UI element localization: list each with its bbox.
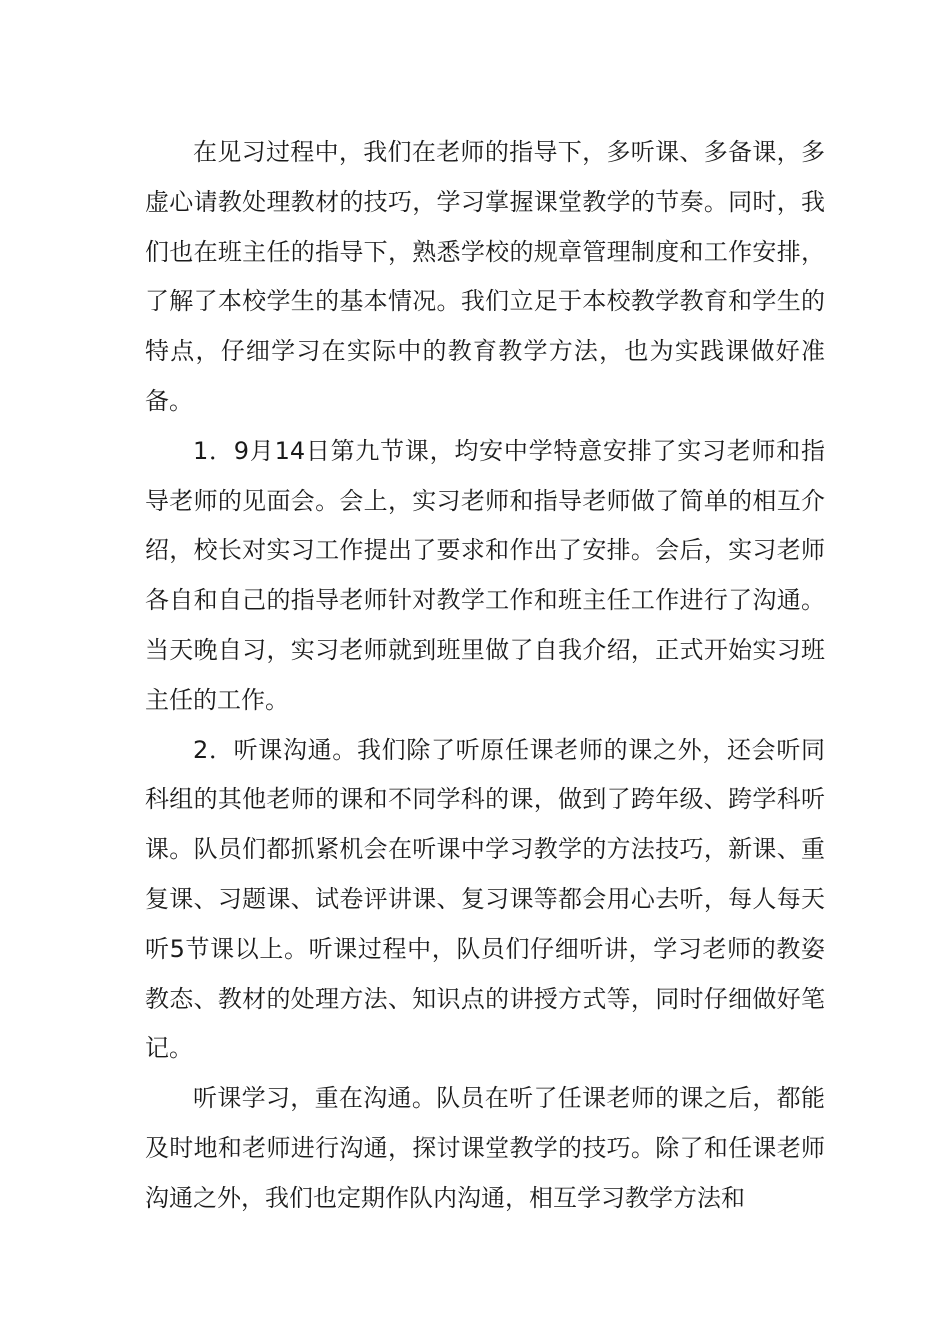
paragraph-communication: 听课学习，重在沟通。队员在听了任课老师的课之后，都能及时地和老师进行沟通，探讨课堂教学的技巧。除了和任课老师沟通之外，我们也定期作队内沟通，相互学习教学方法和: [145, 1084, 825, 1212]
paragraph-observation: 在见习过程中，我们在老师的指导下，多听课、多备课，多虚心请教处理教材的技巧，学习掌握课堂教学的节奏。同时，我们也在班主任的指导下，熟悉学校的规章管理制度和工作安排，了解了本校学生的基本情况。我们立足于本校教学教育和学生的特点，仔细学习在实际中的教育教学方法，也为实践课做好准备。: [145, 138, 825, 415]
paragraph-meeting: 1．9月14日第九节课，均安中学特意安排了实习老师和指导老师的见面会。会上，实习老师和指导老师做了简单的相互介绍，校长对实习工作提出了要求和作出了安排。会后，实习老师各自和自己的指导老师针对教学工作和班主任工作进行了沟通。当天晚自习，实习老师就到班里做了自我介绍，正式开始实习班主任的工作。: [145, 436, 825, 714]
document-body: [145, 128, 825, 1224]
paragraph-lesson-observation: 2．听课沟通。我们除了听原任课老师的课之外，还会听同科组的其他老师的课和不同学科的课，做到了跨年级、跨学科听课。队员们都抓紧机会在听课中学习教学的方法技巧，新课、重复课、习题课、试卷评讲课、复习课等都会用心去听，每人每天听5节课以上。听课过程中，队员们仔细听讲，学习老师的教姿教态、教材的处理方法、知识点的讲授方式等，同时仔细做好笔记。: [145, 735, 825, 1063]
